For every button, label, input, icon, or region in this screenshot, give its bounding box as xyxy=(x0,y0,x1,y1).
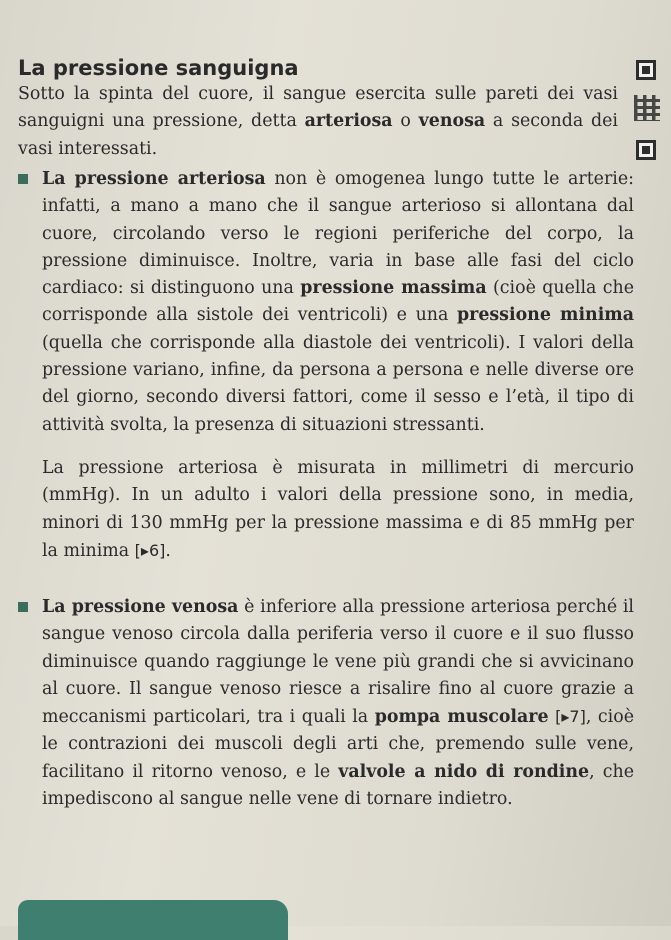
arteriosa-text-2: (cioè quella che corrisponde alla sistole dei ventricoli) e una xyxy=(42,278,635,326)
misura-text-1: La pressione arteriosa è misurata in millimetri di mercurio (mmHg). In un adulto i valori della pressione sono, in media, minori di 130 mmHg per la pressione massima e di 85 mmHg per la minima xyxy=(42,458,634,561)
qr-code-icon[interactable] xyxy=(634,95,660,121)
term-arteriosa: arteriosa xyxy=(304,111,393,132)
term-pressione-minima: pressione minima xyxy=(457,305,634,326)
heading-pressione-venosa: La pressione venosa xyxy=(42,597,239,617)
term-pressione-massima: pressione massima xyxy=(300,278,487,299)
bullet-square-icon xyxy=(18,602,28,612)
figure-reference-7[interactable]: [▸7] xyxy=(555,707,586,727)
next-section-tab xyxy=(18,900,288,940)
bullet-square-icon xyxy=(18,174,28,184)
figure-reference-6[interactable]: [▸6] xyxy=(134,540,166,560)
arteriosa-text-1: non è omogenea lungo tutte le arterie: infatti, a mano a mano che il sangue arterioso si allontana dal cuore, circolando verso le regioni periferiche del corpo, la pressione diminuisce. Inoltre, varia in base alle fasi del ciclo cardiaco: si distinguono una xyxy=(42,169,635,299)
term-pompa-muscolare: pompa muscolare xyxy=(374,707,549,728)
intro-text-1: Sotto la spinta del cuore, il sangue esercita sulle pareti dei vasi sanguigni una pressione, detta xyxy=(18,84,618,132)
margin-square-icon-bottom xyxy=(636,140,656,160)
section-title: La pressione sanguigna xyxy=(18,56,299,80)
arteriosa-text-3: (quella che corrisponde alla diastole dei ventricoli). I valori della pressione variano, infine, da persona a persona e nelle diverse ore del giorno, secondo diversi fattori, come il sesso e l’età, il tipo di attività svolta, la presenza di situazioni stressanti. xyxy=(42,332,634,435)
intro-paragraph xyxy=(18,81,618,163)
misura-text-2: . xyxy=(165,540,171,561)
term-valvole-nido-rondine: valvole a nido di rondine xyxy=(338,761,590,782)
venosa-text-3: , cioè le contrazioni dei muscoli degli arti che, premendo sulle vene, facilitano il ritorno venoso, e le xyxy=(42,707,634,782)
heading-pressione-arteriosa: La pressione arteriosa xyxy=(42,169,266,189)
paragraph-pressione-venosa xyxy=(42,594,634,813)
margin-square-icon-top xyxy=(636,60,656,80)
venosa-text-1: è inferiore alla pressione arteriosa perché il sangue venoso circola dalla periferia verso il cuore e il suo flusso diminuisce quando raggiunge le vene più grandi che si avvicinano al cuore. Il sangue venoso riesce a risalire fino al cuore grazie a meccanismi particolari, tra i quali la xyxy=(42,597,634,728)
paragraph-misura-pressione xyxy=(42,455,634,565)
intro-text-2: o xyxy=(392,111,419,132)
paragraph-pressione-arteriosa xyxy=(42,166,634,439)
intro-text-3: a seconda dei vasi interessati. xyxy=(18,111,618,159)
term-venosa: venosa xyxy=(418,111,486,132)
venosa-text-4: , che impediscono al sangue nelle vene di tornare indietro. xyxy=(42,761,634,810)
